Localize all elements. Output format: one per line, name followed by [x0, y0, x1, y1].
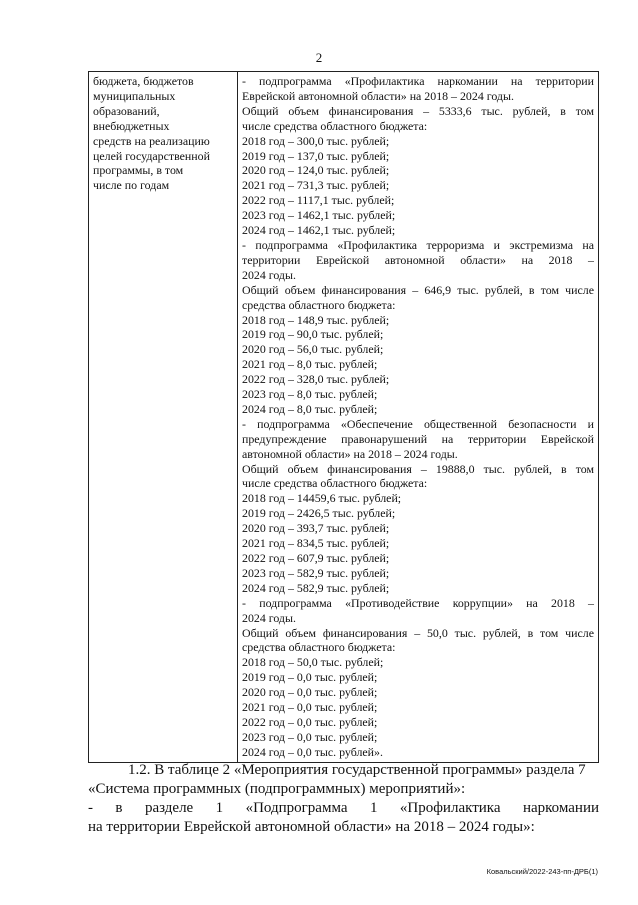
content-line: 2023 год – 0,0 тыс. рублей;	[242, 729, 378, 744]
content-line: предупреждение правонарушений на территории Еврейской	[242, 431, 594, 446]
table-cell-label	[89, 72, 238, 763]
content-line: 2024 год – 582,9 тыс. рублей;	[242, 580, 390, 595]
paragraph-line-first: - в разделе 1 «Подпрограмма 1 «Профилактика наркомании	[88, 800, 599, 816]
content-line: числе средства областного бюджета:	[242, 118, 428, 133]
content-line: 2020 год – 0,0 тыс. рублей;	[242, 685, 378, 700]
content-line: 2022 год – 607,9 тыс. рублей;	[242, 551, 390, 565]
label-line: числе по годам	[93, 178, 170, 193]
content-line: 2020 год – 124,0 тыс. рублей;	[242, 163, 390, 178]
content-line: 2021 год – 834,5 тыс. рублей;	[242, 536, 390, 551]
content-line: 2019 год – 137,0 тыс. рублей;	[242, 148, 390, 163]
content-line: Общий объем финансирования – 50,0 тыс. рублей, в том числе	[242, 625, 594, 640]
content-line: 2018 год – 14459,6 тыс. рублей;	[242, 491, 402, 506]
document-footer-code: Ковальский/2022-243-пп-ДРБ(1)	[486, 867, 598, 876]
content-line: территории Еврейской автономной области» на 2018 –	[242, 252, 594, 267]
funding-table	[88, 71, 599, 763]
label-line: бюджета, бюджетов	[93, 74, 194, 88]
paragraph-1-2: 1.2. В таблице 2 «Мероприятия государственной программы» раздела 7 «Система программных (подпрограммных) мероприятий»:	[88, 762, 586, 797]
content-line: 2023 год – 582,9 тыс. рублей;	[242, 565, 390, 580]
content-line: Общий объем финансирования – 19888,0 тыс. рублей, в том	[242, 461, 594, 476]
content-line: 2020 год – 393,7 тыс. рублей;	[242, 521, 390, 536]
content-line: - подпрограмма «Профилактика терроризма и экстремизма на	[242, 237, 594, 252]
content-line: 2018 год – 300,0 тыс. рублей;	[242, 133, 390, 148]
content-line: - подпрограмма «Обеспечение общественной безопасности и	[242, 416, 594, 431]
label-lines	[93, 74, 233, 193]
content-line: - подпрограмма «Профилактика наркомании на территории	[242, 74, 594, 88]
content-line: 2022 год – 328,0 тыс. рублей;	[242, 372, 390, 387]
content-line: Еврейской автономной области» на 2018 – 2024 годы.	[242, 88, 514, 103]
label-line: внебюджетных	[93, 118, 170, 133]
content-line: Общий объем финансирования – 5333,6 тыс. рублей, в том	[242, 103, 594, 118]
content-lines	[242, 74, 594, 760]
content-line: числе средства областного бюджета:	[242, 476, 428, 491]
content-line: 2021 год – 0,0 тыс. рублей;	[242, 700, 378, 715]
content-line: 2024 годы.	[242, 610, 296, 625]
content-line: - подпрограмма «Противодействие коррупции» на 2018 –	[242, 595, 594, 610]
content-line: 2023 год – 8,0 тыс. рублей;	[242, 387, 378, 402]
paragraph-section-1	[88, 799, 599, 837]
table-cell-content	[238, 72, 599, 763]
paragraph-line-rest: на территории Еврейской автономной области» на 2018 – 2024 годы»:	[88, 819, 535, 835]
content-line: 2022 год – 1117,1 тыс. рублей;	[242, 193, 395, 208]
content-line: 2019 год – 90,0 тыс. рублей;	[242, 327, 384, 342]
content-line: Общий объем финансирования – 646,9 тыс. рублей, в том числе	[242, 282, 594, 297]
content-line: 2021 год – 731,3 тыс. рублей;	[242, 178, 390, 193]
content-line: средства областного бюджета:	[242, 297, 396, 312]
content-line: 2024 год – 8,0 тыс. рублей;	[242, 401, 378, 416]
content-line: автономной области» на 2018 – 2024 годы.	[242, 446, 458, 461]
content-line: 2018 год – 50,0 тыс. рублей;	[242, 655, 384, 670]
content-line: 2024 год – 0,0 тыс. рублей».	[242, 744, 383, 759]
content-line: 2021 год – 8,0 тыс. рублей;	[242, 357, 378, 372]
content-line: 2018 год – 148,9 тыс. рублей;	[242, 312, 390, 327]
label-line: образований,	[93, 103, 160, 118]
content-line: средства областного бюджета:	[242, 640, 396, 655]
label-line: программы, в том	[93, 163, 184, 178]
label-line: средств на реализацию	[93, 133, 210, 148]
page-number: 2	[315, 50, 323, 65]
content-line: 2022 год – 0,0 тыс. рублей;	[242, 714, 378, 729]
content-line: 2024 год – 1462,1 тыс. рублей;	[242, 223, 396, 238]
content-line: 2019 год – 2426,5 тыс. рублей;	[242, 506, 396, 521]
table-row	[89, 72, 599, 763]
content-line: 2019 год – 0,0 тыс. рублей;	[242, 670, 378, 685]
content-line: 2024 годы.	[242, 267, 296, 282]
label-line: целей государственной	[93, 148, 210, 163]
content-line: 2023 год – 1462,1 тыс. рублей;	[242, 208, 396, 223]
content-line: 2020 год – 56,0 тыс. рублей;	[242, 342, 384, 357]
label-line: муниципальных	[93, 88, 176, 103]
